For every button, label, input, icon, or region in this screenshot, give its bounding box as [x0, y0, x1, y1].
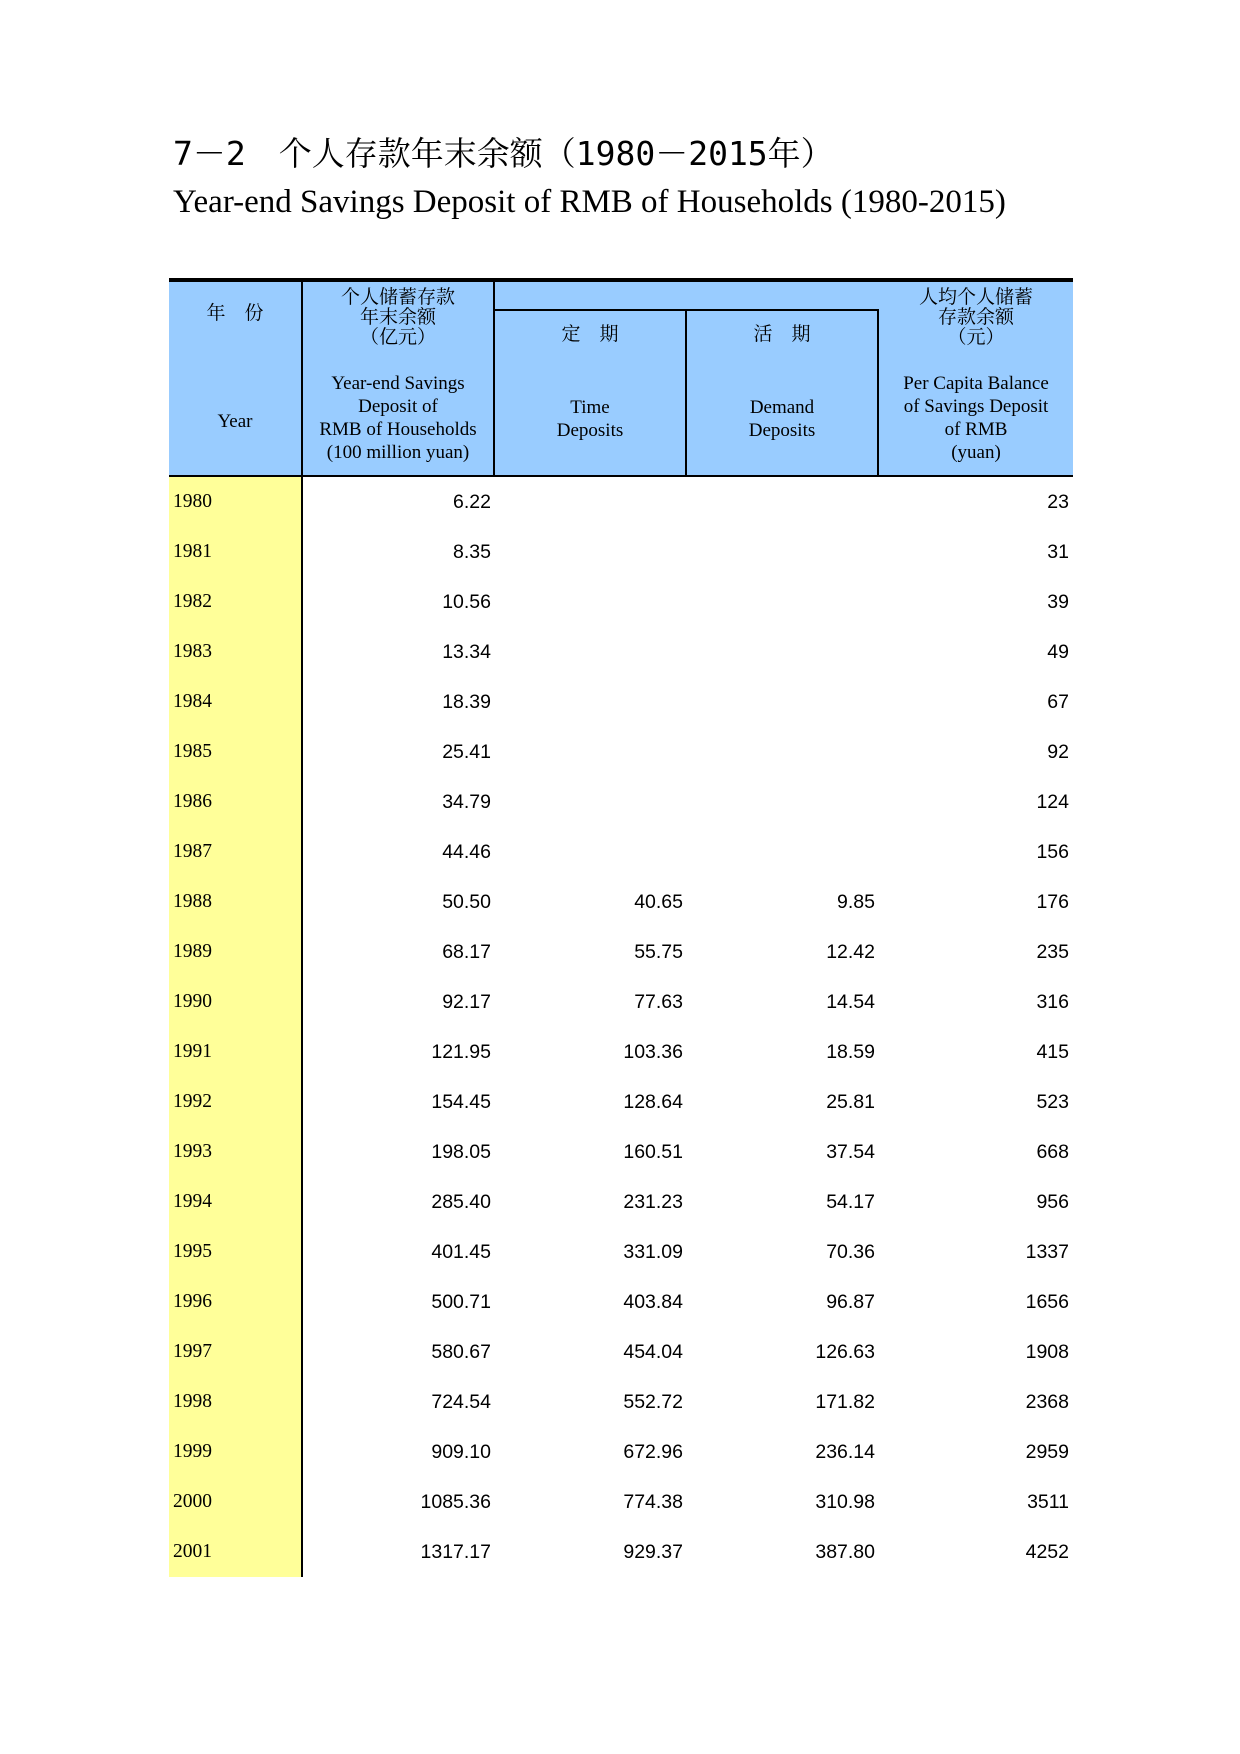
per-capita-cell: 176	[1036, 891, 1069, 913]
total-deposit-cell: 724.54	[431, 1391, 491, 1413]
year-cell: 1989	[169, 927, 303, 977]
header-percap-en3: of RMB	[944, 419, 1008, 440]
per-capita-cell: 4252	[1025, 1541, 1069, 1563]
year-cell: 1983	[169, 627, 303, 677]
per-capita-cell: 956	[1036, 1191, 1069, 1213]
demand-deposit-cell	[687, 577, 879, 627]
year-cell: 1995	[169, 1227, 303, 1277]
year-cell: 1996	[169, 1277, 303, 1327]
time-deposit-cell: 331.09	[623, 1241, 683, 1263]
table-row	[169, 927, 1073, 977]
total-deposit-cell: 401.45	[431, 1241, 491, 1263]
time-deposit-cell: 77.63	[634, 991, 683, 1013]
table-row	[169, 577, 1073, 627]
header-percap-en4: (yuan)	[951, 442, 1001, 463]
header-demand-cn: 活 期	[753, 324, 811, 345]
time-deposit-cell: 774.38	[623, 1491, 683, 1513]
time-deposit-cell: 55.75	[634, 941, 683, 963]
table-header	[169, 282, 1073, 477]
demand-deposit-cell	[687, 827, 879, 877]
time-deposit-cell: 160.51	[623, 1141, 683, 1163]
header-time-en1: Time	[570, 397, 610, 418]
per-capita-cell: 23	[1047, 491, 1069, 513]
total-deposit-cell: 92.17	[442, 991, 491, 1013]
year-cell: 2000	[169, 1477, 303, 1527]
time-deposit-cell	[495, 527, 687, 577]
table-row	[169, 1027, 1073, 1077]
demand-deposit-cell	[687, 527, 879, 577]
total-deposit-cell: 198.05	[431, 1141, 491, 1163]
time-deposit-cell: 454.04	[623, 1341, 683, 1363]
time-deposit-cell: 552.72	[623, 1391, 683, 1413]
time-deposit-cell: 929.37	[623, 1541, 683, 1563]
demand-deposit-cell	[687, 677, 879, 727]
savings-table	[169, 278, 1073, 1577]
time-deposit-cell: 672.96	[623, 1441, 683, 1463]
demand-deposit-cell	[687, 777, 879, 827]
demand-deposit-cell: 12.42	[826, 941, 875, 963]
header-total-en4: (100 million yuan)	[326, 442, 470, 463]
table-row	[169, 1477, 1073, 1527]
total-deposit-cell: 13.34	[442, 641, 491, 663]
table-row	[169, 477, 1073, 527]
time-deposit-cell: 128.64	[623, 1091, 683, 1113]
year-cell: 1994	[169, 1177, 303, 1227]
per-capita-cell: 124	[1036, 791, 1069, 813]
table-row	[169, 727, 1073, 777]
year-cell: 1991	[169, 1027, 303, 1077]
time-deposit-cell	[495, 677, 687, 727]
total-deposit-cell: 909.10	[431, 1441, 491, 1463]
table-row	[169, 1177, 1073, 1227]
header-year	[169, 282, 303, 475]
per-capita-cell: 49	[1047, 641, 1069, 663]
per-capita-cell: 235	[1036, 941, 1069, 963]
total-deposit-cell: 154.45	[431, 1091, 491, 1113]
per-capita-cell: 92	[1047, 741, 1069, 763]
header-total-en3: RMB of Households	[319, 419, 477, 440]
table-row	[169, 1077, 1073, 1127]
year-cell: 2001	[169, 1527, 303, 1577]
per-capita-cell: 3511	[1027, 1491, 1069, 1513]
table-row	[169, 527, 1073, 577]
per-capita-cell: 316	[1036, 991, 1069, 1013]
header-percap-cn3: （元）	[947, 327, 1005, 348]
total-deposit-cell: 121.95	[431, 1041, 491, 1063]
table-body	[169, 477, 1073, 1577]
table-row	[169, 1527, 1073, 1577]
table-row	[169, 877, 1073, 927]
per-capita-cell: 67	[1047, 691, 1069, 713]
header-demand-en1: Demand	[749, 397, 815, 418]
total-deposit-cell: 580.67	[431, 1341, 491, 1363]
table-row	[169, 827, 1073, 877]
demand-deposit-cell: 96.87	[826, 1291, 875, 1313]
demand-deposit-cell: 387.80	[815, 1541, 875, 1563]
time-deposit-cell	[495, 777, 687, 827]
year-cell: 1985	[169, 727, 303, 777]
year-cell: 1988	[169, 877, 303, 927]
table-row	[169, 677, 1073, 727]
header-per-capita	[879, 282, 1073, 475]
time-deposit-cell	[495, 727, 687, 777]
table-row	[169, 1427, 1073, 1477]
table-row	[169, 627, 1073, 677]
demand-deposit-cell: 54.17	[826, 1191, 875, 1213]
header-percap-cn1: 人均个人储蓄	[918, 287, 1033, 308]
header-time-cn: 定 期	[561, 324, 619, 345]
total-deposit-cell: 44.46	[442, 841, 491, 863]
demand-deposit-cell: 25.81	[826, 1091, 875, 1113]
per-capita-cell: 668	[1036, 1141, 1069, 1163]
table-row	[169, 977, 1073, 1027]
header-total-cn1: 个人储蓄存款	[340, 287, 455, 308]
per-capita-cell: 2959	[1025, 1441, 1069, 1463]
table-row	[169, 1377, 1073, 1427]
header-total-en2: Deposit of	[358, 396, 438, 417]
header-percap-en1: Per Capita Balance	[903, 373, 1049, 394]
time-deposit-cell: 40.65	[634, 891, 683, 913]
total-deposit-cell: 18.39	[442, 691, 491, 713]
header-total-cn2: 年末余额	[359, 307, 436, 328]
year-cell: 1984	[169, 677, 303, 727]
time-deposit-cell	[495, 827, 687, 877]
table-row	[169, 1277, 1073, 1327]
table-row	[169, 1327, 1073, 1377]
per-capita-cell: 156	[1036, 841, 1069, 863]
time-deposit-cell: 103.36	[623, 1041, 683, 1063]
demand-deposit-cell	[687, 727, 879, 777]
table-row	[169, 777, 1073, 827]
table-row	[169, 1227, 1073, 1277]
demand-deposit-cell: 236.14	[815, 1441, 875, 1463]
header-time-en2: Deposits	[556, 420, 624, 441]
header-total	[303, 282, 495, 475]
per-capita-cell: 2368	[1025, 1391, 1069, 1413]
time-deposit-cell: 231.23	[623, 1191, 683, 1213]
per-capita-cell: 1908	[1025, 1341, 1069, 1363]
total-deposit-cell: 50.50	[442, 891, 491, 913]
per-capita-cell: 1656	[1025, 1291, 1069, 1313]
demand-deposit-cell: 70.36	[826, 1241, 875, 1263]
total-deposit-cell: 500.71	[431, 1291, 491, 1313]
demand-deposit-cell: 126.63	[815, 1341, 875, 1363]
demand-deposit-cell: 310.98	[815, 1491, 875, 1513]
header-year-cn: 年 份	[206, 303, 264, 324]
year-cell: 1981	[169, 527, 303, 577]
year-cell: 1992	[169, 1077, 303, 1127]
time-deposit-cell	[495, 577, 687, 627]
table-title-chinese: 7－2 个人存款年末余额（1980－2015年）	[173, 134, 834, 173]
demand-deposit-cell: 9.85	[837, 891, 875, 913]
year-cell: 1980	[169, 477, 303, 527]
total-deposit-cell: 34.79	[442, 791, 491, 813]
total-deposit-cell: 1085.36	[420, 1491, 491, 1513]
demand-deposit-cell: 14.54	[826, 991, 875, 1013]
total-deposit-cell: 6.22	[453, 491, 491, 513]
header-year-en: Year	[217, 411, 253, 432]
time-deposit-cell: 403.84	[623, 1291, 683, 1313]
demand-deposit-cell: 171.82	[815, 1391, 875, 1413]
total-deposit-cell: 1317.17	[420, 1541, 491, 1563]
header-time-deposits	[495, 309, 687, 475]
year-cell: 1990	[169, 977, 303, 1027]
table-row	[169, 1127, 1073, 1177]
header-demand-deposits	[687, 309, 879, 475]
per-capita-cell: 523	[1036, 1091, 1069, 1113]
per-capita-cell: 415	[1036, 1041, 1069, 1063]
per-capita-cell: 31	[1047, 541, 1069, 563]
year-cell: 1987	[169, 827, 303, 877]
header-total-en1: Year-end Savings	[331, 373, 465, 394]
per-capita-cell: 39	[1047, 591, 1069, 613]
demand-deposit-cell	[687, 627, 879, 677]
total-deposit-cell: 25.41	[442, 741, 491, 763]
time-deposit-cell	[495, 477, 687, 527]
header-total-cn3: （亿元）	[359, 327, 436, 348]
per-capita-cell: 1337	[1025, 1241, 1069, 1263]
header-percap-en2: of Savings Deposit	[903, 396, 1049, 417]
header-percap-cn2: 存款余额	[937, 307, 1014, 328]
year-cell: 1999	[169, 1427, 303, 1477]
table-title-english: Year-end Savings Deposit of RMB of Households (1980-2015)	[173, 184, 1006, 220]
year-cell: 1993	[169, 1127, 303, 1177]
time-deposit-cell	[495, 627, 687, 677]
total-deposit-cell: 285.40	[431, 1191, 491, 1213]
header-demand-en2: Deposits	[748, 420, 816, 441]
total-deposit-cell: 8.35	[453, 541, 491, 563]
year-cell: 1986	[169, 777, 303, 827]
year-cell: 1982	[169, 577, 303, 627]
year-cell: 1997	[169, 1327, 303, 1377]
demand-deposit-cell: 37.54	[826, 1141, 875, 1163]
demand-deposit-cell: 18.59	[826, 1041, 875, 1063]
demand-deposit-cell	[687, 477, 879, 527]
year-cell: 1998	[169, 1377, 303, 1427]
total-deposit-cell: 68.17	[442, 941, 491, 963]
total-deposit-cell: 10.56	[442, 591, 491, 613]
